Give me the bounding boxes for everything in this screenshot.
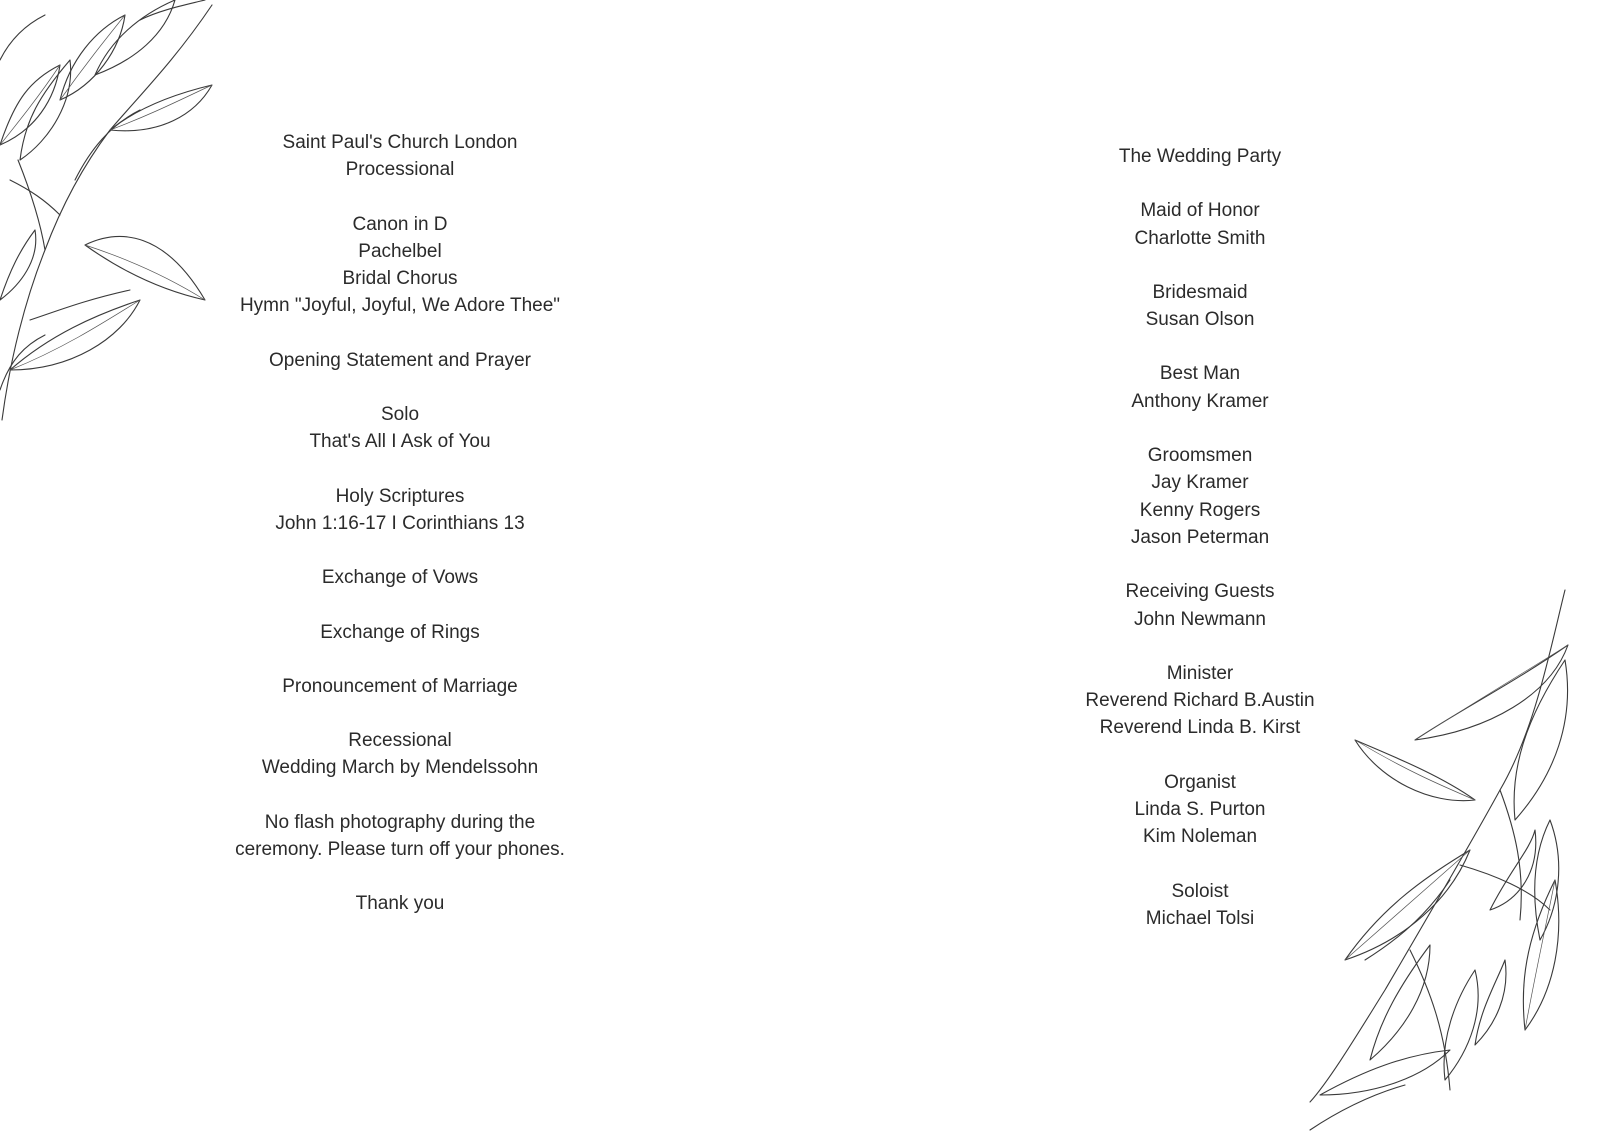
section-heading: Maid of Honor — [1140, 200, 1260, 222]
section-heading: Minister — [1166, 662, 1234, 684]
section-heading: Exchange of Vows — [321, 567, 479, 589]
section-line: Kenny Rogers — [1139, 499, 1261, 521]
section-line: Jay Kramer — [1151, 472, 1249, 494]
section-line: Hymn "Joyful, Joyful, We Adore Thee" — [239, 295, 561, 317]
section-line: Reverend Richard B.Austin — [1085, 690, 1315, 712]
party-section — [1000, 360, 1400, 415]
party-section — [1000, 660, 1400, 742]
section-line: Pachelbel — [358, 240, 442, 262]
section-heading: Canon in D — [352, 213, 448, 235]
party-section — [1000, 878, 1400, 933]
section-heading: Opening Statement and Prayer — [269, 349, 531, 371]
program-section — [200, 401, 600, 456]
program-section — [200, 347, 600, 374]
order-of-service — [200, 129, 600, 945]
program-section — [200, 890, 600, 917]
section-heading: Solo — [380, 404, 420, 426]
section-heading: The Wedding Party — [1118, 146, 1282, 167]
section-heading: Groomsmen — [1147, 445, 1253, 467]
section-line: Processional — [345, 159, 455, 181]
section-heading: Organist — [1164, 771, 1236, 793]
section-heading: Holy Scriptures — [335, 485, 465, 507]
section-line: John 1:16-17 I Corinthians 13 — [275, 512, 525, 534]
section-heading: Soloist — [1171, 880, 1229, 902]
section-heading: Saint Paul's Church London — [282, 132, 518, 153]
section-heading: Recessional — [348, 730, 452, 752]
program-section — [200, 727, 600, 782]
section-heading: Receiving Guests — [1125, 581, 1275, 603]
program-section — [200, 564, 600, 591]
section-heading: Thank you — [355, 893, 445, 915]
wedding-party-list — [1000, 143, 1400, 959]
section-line: Linda S. Purton — [1134, 799, 1266, 821]
section-line: Susan Olson — [1145, 309, 1255, 331]
section-heading: Exchange of Rings — [320, 621, 480, 643]
party-section — [1000, 279, 1400, 334]
section-line: That's All I Ask of You — [309, 431, 491, 453]
section-line: Reverend Linda B. Kirst — [1099, 717, 1301, 739]
section-line: Bridal Chorus — [342, 268, 458, 290]
party-section — [1000, 578, 1400, 633]
section-line: Wedding March by Mendelssohn — [261, 757, 539, 779]
party-section — [1000, 442, 1400, 551]
section-heading: Best Man — [1159, 363, 1241, 385]
section-line: Jason Peterman — [1130, 526, 1270, 548]
section-heading: Pronouncement of Marriage — [282, 675, 518, 697]
section-line: Kim Noleman — [1142, 826, 1258, 848]
program-section — [200, 619, 600, 646]
botanical-branch-top-left-icon — [0, 0, 220, 440]
program-section — [200, 809, 600, 864]
section-line: ceremony. Please turn off your phones. — [235, 839, 565, 861]
section-line: Anthony Kramer — [1131, 390, 1269, 412]
party-section — [1000, 197, 1400, 252]
section-heading: Bridesmaid — [1152, 281, 1248, 303]
program-section — [200, 129, 600, 184]
section-line: Michael Tolsi — [1145, 907, 1255, 929]
section-heading: No flash photography during the — [264, 811, 536, 833]
section-line: John Newmann — [1133, 608, 1267, 630]
program-section — [200, 211, 600, 320]
section-line: Charlotte Smith — [1134, 227, 1266, 249]
party-section — [1000, 769, 1400, 851]
program-section — [200, 483, 600, 538]
program-section — [200, 673, 600, 700]
party-section — [1000, 143, 1400, 170]
